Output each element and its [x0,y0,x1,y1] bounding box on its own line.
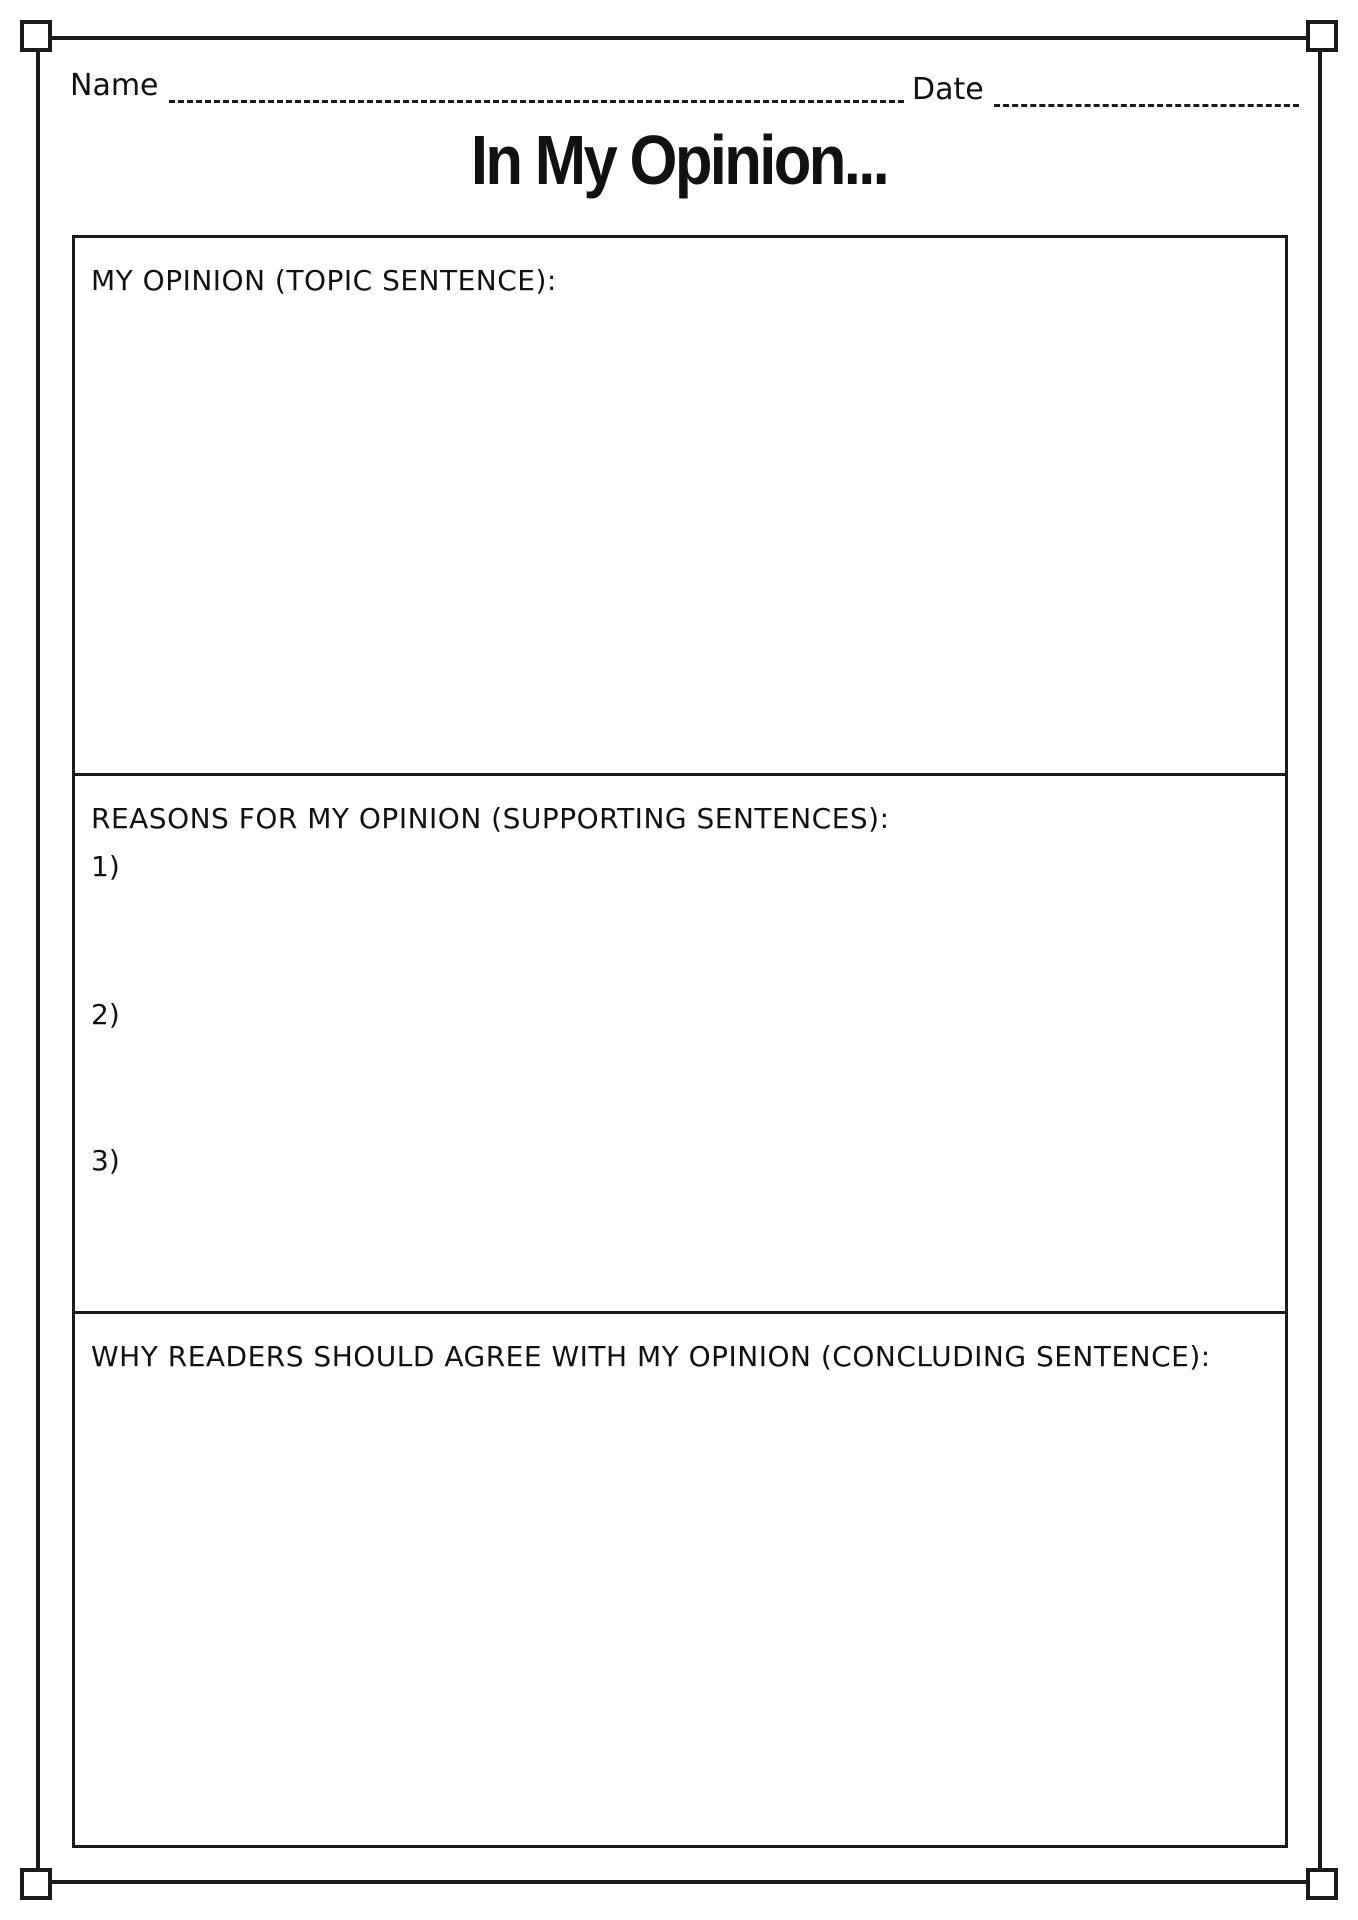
concluding-sentence-label: WHY READERS SHOULD AGREE WITH MY OPINION (CONCLUDING SENTENCE): [91,1340,1211,1373]
corner-square-top-left [20,20,52,52]
worksheet-box [72,235,1288,1848]
topic-sentence-label: MY OPINION (TOPIC SENTENCE): [91,264,557,297]
date-label: Date [912,72,984,107]
date-field [912,72,1299,107]
supporting-sentences-label: REASONS FOR MY OPINION (SUPPORTING SENTENCES): [91,802,890,835]
reason-number-1: 1) [91,850,120,883]
topic-sentence-section[interactable] [75,238,1285,776]
corner-square-bottom-left [20,1868,52,1900]
name-field [70,68,904,103]
reason-number-2: 2) [91,998,120,1031]
concluding-sentence-section[interactable] [75,1314,1285,1845]
date-blank-line[interactable] [994,84,1299,107]
supporting-sentences-section[interactable] [75,776,1285,1314]
corner-square-bottom-right [1306,1868,1338,1900]
name-label: Name [70,68,159,103]
name-blank-line[interactable] [169,80,904,103]
corner-square-top-right [1306,20,1338,52]
page-title: In My Opinion... [470,121,888,199]
reason-number-3: 3) [91,1144,120,1177]
